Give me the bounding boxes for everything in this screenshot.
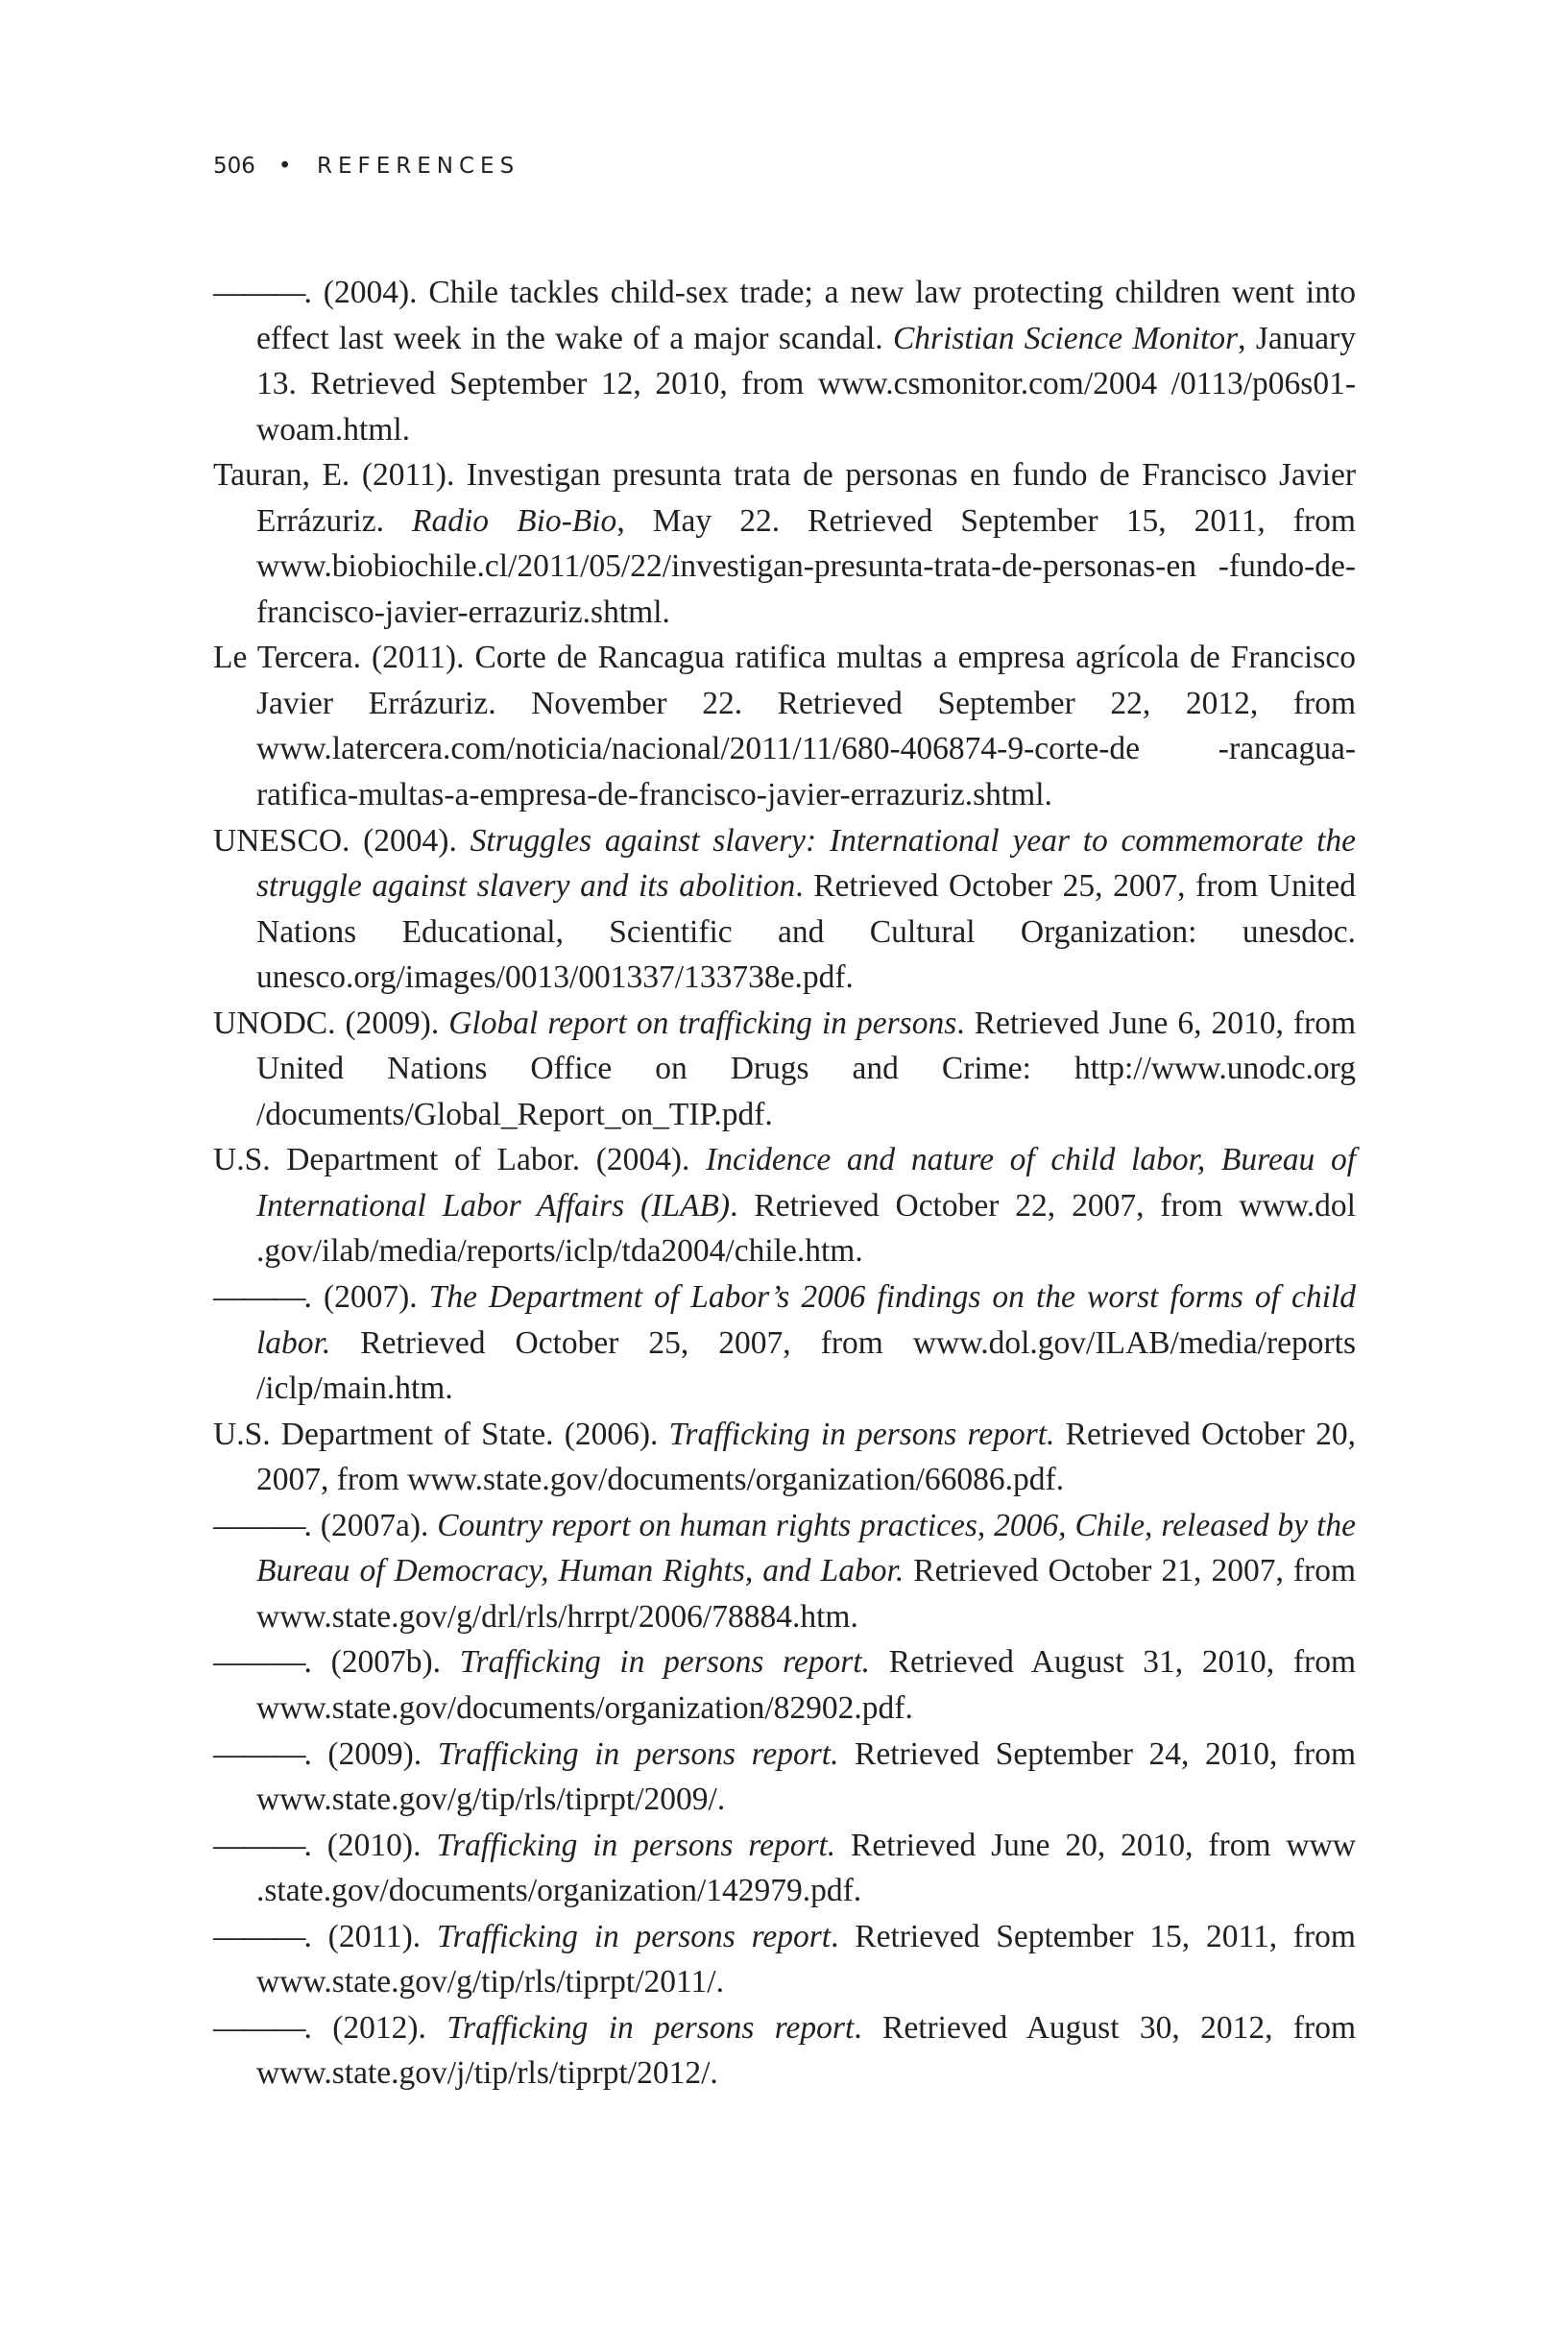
- ref-year: . (2009).: [303, 1735, 438, 1772]
- ref-year: (2004).: [580, 1142, 707, 1178]
- ref-year: (2009).: [335, 1005, 449, 1041]
- ref-year: . (2004).: [303, 275, 429, 310]
- ref-author: Le Tercera.: [213, 640, 362, 676]
- reference-entry: [213, 1503, 1356, 1640]
- ref-author: ———: [213, 1918, 304, 1954]
- ref-author: U.S. Department of Labor.: [213, 1142, 581, 1178]
- ref-author: ———: [213, 1507, 304, 1543]
- ref-year: (2006).: [553, 1416, 669, 1452]
- running-head: [213, 154, 519, 179]
- ref-text: Corte de Rancagua ratifica multas a empresa agrícola de Francisco Javier Errázuriz. November 22. Retrieved September 22, 2012, from www.latercera.com/noticia/nacional/2011/11/680-406874-9-corte-de -rancagua-ratifica-multas-a-empresa-de-francisco-javier-errazuriz.shtml.: [256, 640, 1356, 813]
- ref-source: Retrieved October 20, 2007, from www.state.gov/documents/organization/66086.pdf.: [256, 1416, 1356, 1498]
- ref-title: Incidence and nature of child labor, Bureau of International Labor Affairs (ILAB): [256, 1142, 1357, 1224]
- reference-entry: [213, 818, 1356, 1001]
- ref-author: ———: [213, 1279, 304, 1316]
- ref-year: . (2011).: [303, 1918, 437, 1954]
- ref-title: Radio Bio-Bio: [412, 502, 617, 539]
- ref-title: Country report on human rights practices, 2006, Chile, released by the Bureau of Democracy, Human Rights, and Labor.: [256, 1507, 1356, 1589]
- ref-source: Retrieved June 20, 2010, from www .state.gov/documents/organization/142979.pdf.: [256, 1827, 1357, 1909]
- ref-source: Retrieved August 31, 2010, from www.state.gov/documents/organization/82902.pdf.: [256, 1644, 1356, 1726]
- ref-title: Global report on trafficking in persons: [448, 1005, 957, 1041]
- ref-author: UNESCO.: [213, 822, 350, 859]
- ref-year: . (2010).: [303, 1827, 437, 1863]
- ref-source: , January 13. Retrieved September 12, 2010, from www.csmonitor.com/2004 /0113/p06s01-woam.html.: [256, 320, 1356, 448]
- bullet-separator: •: [277, 154, 292, 179]
- ref-title: Trafficking in persons report: [446, 2009, 855, 2046]
- ref-title: Trafficking in persons report: [436, 1918, 832, 1954]
- reference-entry: [213, 2005, 1356, 2097]
- reference-entry: [213, 1274, 1356, 1412]
- ref-source: Retrieved October 21, 2007, from www.state.gov/g/drl/rls/hrrpt/2006/78884.htm.: [256, 1553, 1357, 1635]
- ref-source: Retrieved October 25, 2007, from www.dol.gov/ILAB/media/reports /iclp/main.htm.: [256, 1324, 1356, 1407]
- section-title: REFERENCES: [316, 154, 520, 179]
- ref-text: Chile tackles child-sex trade; a new law protecting children went into effect last week in the wake of a major scandal.: [256, 275, 1357, 356]
- reference-entry: [213, 635, 1356, 817]
- reference-entry: [213, 1914, 1356, 2005]
- reference-entry: [213, 270, 1356, 452]
- ref-year: (2004).: [350, 822, 470, 859]
- ref-title: Trafficking in persons report.: [436, 1827, 836, 1863]
- reference-entry: [213, 1001, 1356, 1138]
- ref-source: . Retrieved August 30, 2012, from www.state.gov/j/tip/rls/tiprpt/2012/.: [256, 2009, 1356, 2092]
- ref-author: ———: [213, 275, 304, 310]
- ref-source: . Retrieved June 6, 2010, from United Nations Office on Drugs and Crime: http://www.unodc.org /documents/Global_Report_on_TIP.pdf.: [256, 1005, 1356, 1132]
- ref-title: The Department of Labor’s 2006 findings on the worst forms of child labor.: [256, 1279, 1357, 1361]
- ref-source: . Retrieved October 22, 2007, from www.dol .gov/ilab/media/reports/iclp/tda2004/chile.htm.: [256, 1187, 1356, 1270]
- ref-year: . (2007).: [303, 1279, 429, 1316]
- ref-author: U.S. Department of State.: [213, 1416, 554, 1452]
- ref-author: ———: [213, 1735, 304, 1772]
- reference-entry: [213, 1412, 1356, 1503]
- ref-author: Tauran, E.: [213, 457, 350, 494]
- reference-entry: [213, 1137, 1356, 1274]
- ref-text: Investigan presunta trata de personas en fundo de Francisco Javier Errázuriz.: [256, 457, 1357, 539]
- ref-title: Trafficking in persons report.: [459, 1644, 870, 1681]
- ref-author: ———: [213, 1827, 304, 1863]
- ref-year: (2011).: [350, 457, 467, 494]
- reference-list: [213, 270, 1356, 2097]
- ref-source: . Retrieved September 15, 2011, from www.state.gov/g/tip/rls/tiprpt/2011/.: [256, 1918, 1356, 2000]
- page-number: 506: [213, 154, 255, 179]
- ref-year: . (2012).: [303, 2009, 447, 2046]
- reference-entry: [213, 1823, 1356, 1914]
- ref-year: . (2007a).: [303, 1507, 438, 1543]
- ref-title: Struggles against slavery: International year to commemorate the struggle against slavery and its abolition: [256, 822, 1357, 905]
- ref-author: UNODC.: [213, 1005, 336, 1041]
- reference-entry: [213, 1639, 1356, 1731]
- reference-entry: [213, 1732, 1356, 1823]
- ref-year: . (2007b).: [303, 1644, 460, 1681]
- ref-source: , May 22. Retrieved September 15, 2011, from www.biobiochile.cl/2011/05/22/investigan-presunta-trata-de-personas-en -fundo-de-francisco-javier-errazuriz.shtml.: [256, 502, 1356, 630]
- reference-entry: [213, 452, 1356, 635]
- ref-source: . Retrieved October 25, 2007, from United Nations Educational, Scientific and Cultural Organization: unesdoc. unesco.org/images/0013/001337/133738e.pdf.: [256, 868, 1356, 996]
- ref-year: (2011).: [361, 640, 475, 676]
- ref-source: Retrieved September 24, 2010, from www.state.gov/g/tip/rls/tiprpt/2009/.: [256, 1735, 1356, 1818]
- ref-title: Christian Science Monitor: [892, 320, 1239, 356]
- ref-author: ———: [213, 2009, 304, 2046]
- ref-author: ———: [213, 1644, 304, 1681]
- ref-title: Trafficking in persons report.: [437, 1735, 839, 1772]
- ref-title: Trafficking in persons report.: [668, 1416, 1055, 1452]
